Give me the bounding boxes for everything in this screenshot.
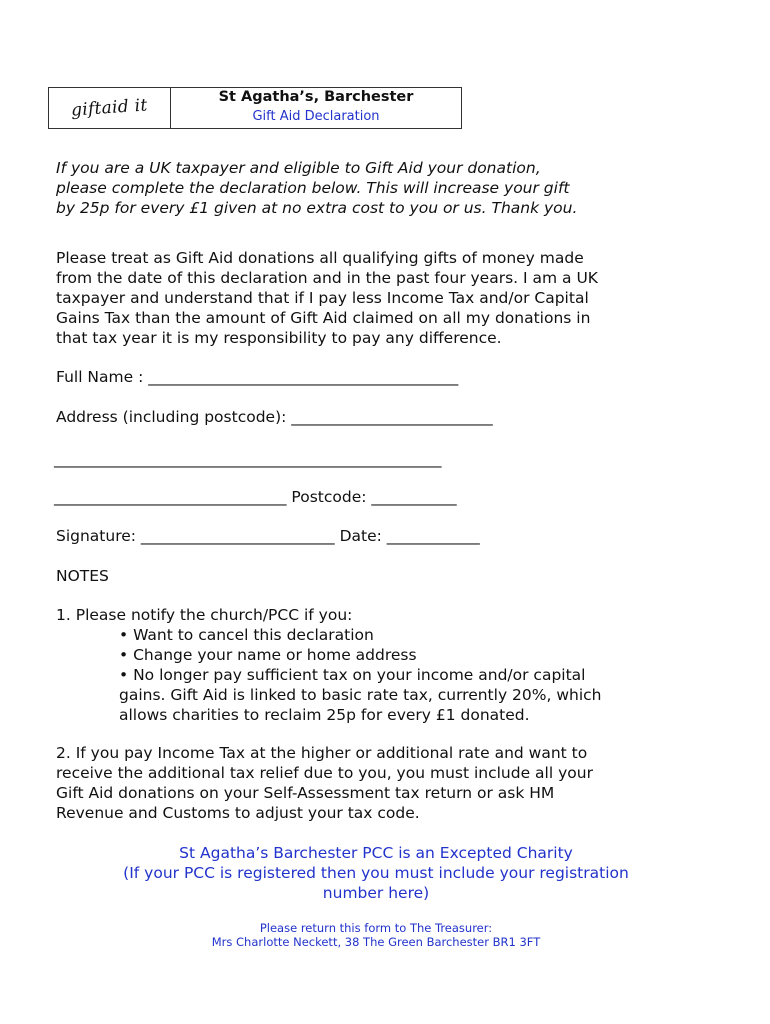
header-title-cell: [171, 88, 461, 128]
full-name-field[interactable]: Full Name : ________________________________________: [56, 368, 459, 386]
logo-text: giftaid it: [70, 95, 149, 121]
bullet-item: • Change your name or home address: [119, 646, 417, 664]
declaration-line: from the date of this declaration and in the past four years. I am a UK: [56, 269, 598, 287]
intro-line: please complete the declaration below. This will increase your gift: [56, 179, 570, 197]
gift-aid-logo: [49, 88, 171, 128]
intro-paragraph: [56, 158, 577, 218]
declaration-paragraph: [56, 248, 598, 348]
note-2-line: 2. If you pay Income Tax at the higher or additional rate and want to: [56, 744, 588, 762]
note-2-line: Gift Aid donations on your Self-Assessment tax return or ask HM: [56, 784, 555, 802]
bullet-item: • No longer pay sufficient tax on your income and/or capital: [119, 666, 586, 684]
return-line: Please return this form to The Treasurer:: [259, 921, 493, 935]
charity-line: St Agatha’s Barchester PCC is an Excepted Charity: [179, 844, 573, 862]
bullet-item: • Want to cancel this declaration: [119, 626, 374, 644]
intro-line: by 25p for every £1 given at no extra cost to you or us. Thank you.: [56, 199, 578, 217]
declaration-line: Please treat as Gift Aid donations all qualifying gifts of money made: [56, 249, 584, 267]
church-name: St Agatha’s, Barchester: [218, 89, 414, 105]
notes-heading: NOTES: [56, 567, 109, 585]
header-box: [48, 87, 462, 129]
charity-line: number here): [322, 884, 430, 902]
return-address: [0, 921, 752, 949]
declaration-title: Gift Aid Declaration: [252, 109, 380, 124]
note-1-bullets: [119, 625, 602, 725]
note-1: 1. Please notify the church/PCC if you:: [56, 606, 353, 624]
address-field[interactable]: Address (including postcode): __________________________: [56, 408, 493, 426]
declaration-line: Gains Tax than the amount of Gift Aid claimed on all my donations in: [56, 309, 591, 327]
signature-date-field[interactable]: Signature: _________________________ Date: ____________: [56, 527, 480, 545]
charity-statement: [0, 843, 752, 903]
bullet-item: gains. Gift Aid is linked to basic rate tax, currently 20%, which: [119, 686, 602, 704]
return-line: Mrs Charlotte Neckett, 38 The Green Barchester BR1 3FT: [211, 935, 541, 949]
intro-line: If you are a UK taxpayer and eligible to Gift Aid your donation,: [56, 159, 541, 177]
address-line-2-field[interactable]: __________________________________________________: [54, 450, 442, 468]
note-2-line: Revenue and Customs to adjust your tax code.: [56, 804, 420, 822]
note-2-line: receive the additional tax relief due to you, you must include all your: [56, 764, 593, 782]
bullet-item: allows charities to reclaim 25p for every £1 donated.: [119, 706, 530, 724]
note-2: [56, 743, 593, 823]
declaration-line: taxpayer and understand that if I pay less Income Tax and/or Capital: [56, 289, 589, 307]
charity-line: (If your PCC is registered then you must include your registration: [123, 864, 629, 882]
declaration-line: that tax year it is my responsibility to pay any difference.: [56, 329, 502, 347]
postcode-field[interactable]: ______________________________ Postcode: ___________: [54, 488, 457, 506]
